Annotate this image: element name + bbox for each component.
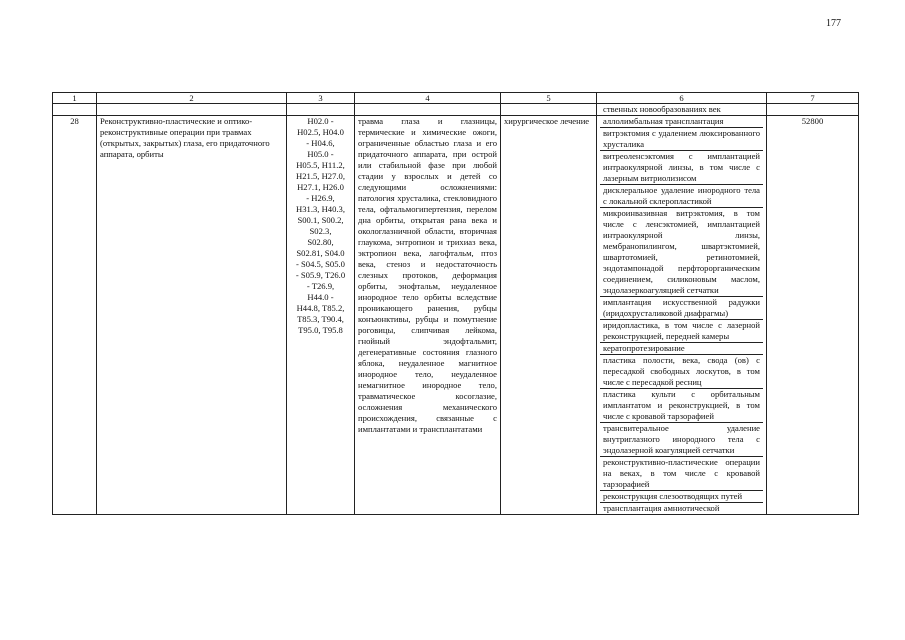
column-number: 4 [355, 93, 501, 104]
column-number: 5 [501, 93, 597, 104]
method-item: реконструкция слезоотводящих путей [600, 490, 763, 502]
column-number: 2 [97, 93, 287, 104]
diagnosis-description: травма глаза и глазницы, термические и химические ожоги, ограниченные областью глаза и его придаточного аппарата, при острой или стабильной фазе при любой стадии у взрослых и детей со следующими осложнениями: патология хрусталика, стекловидного тела, офтальмогипертензия, перелом дна орбиты, открытая рана века и окологлазничной области, вторичная глаукома, энтропион и трихиаз века, эктропион века, лагофтальм, птоз века, стеноз и недостаточность слезных протоков, деформация орбиты, энофтальм, неудаленное инородное тело орбиты вследствие проникающего ранения, рубцы конъюнктивы, рубцы и помутнение роговицы, слипчивая лейкома, гнойный эндофтальмит, дегенеративные состояния глазного яблока, неудаленное магнитное инородное тело, неудаленное немагнитное инородное тело, травматическое косоглазие, осложнения механического происхождения, связанные с имплантатами и трансплантатами [355, 116, 501, 515]
method-item: витрэктомия с удалением люксированного хрусталика [600, 127, 763, 150]
method-item: имплантация искусственной радужки (иридохрусталиковой диафрагмы) [600, 296, 763, 319]
service-name: Реконструктивно-пластические и оптико-реконструктивные операции при травмах (открытых, закрытых) глаза, его придаточного аппарата, орбиты [97, 116, 287, 515]
table-row [53, 116, 859, 515]
column-number-row [53, 93, 859, 104]
treatment-methods [597, 116, 767, 515]
method-item: реконструктивно-пластические операции на веках, в том числе с кровавой тарзорафией [600, 456, 763, 490]
column-number: 7 [767, 93, 859, 104]
continuation-row [53, 104, 859, 116]
method-item: трансвитеральное удаление внутриглазного инородного тела с эндолазерной коагуляцией сетчатки [600, 422, 763, 456]
row-number: 28 [53, 116, 97, 515]
method-item: аллолимбальная трансплантация [603, 116, 724, 126]
continuation-cell: ственных новообразованиях век [597, 104, 767, 116]
page-number: 177 [826, 18, 841, 29]
column-number: 6 [597, 93, 767, 104]
medical-services-table [52, 92, 859, 515]
treatment-type: хирургическое лечение [501, 116, 597, 515]
icd-codes: H02.0 - H02.5, H04.0 - H04.6, H05.0 - H05.5, H11.2, H21.5, H27.0, H27.1, H26.0 - H26.9, H31.3, H40.3, S00.1, S00.2, S02.3, S02.80, S02.81, S04.0 - S04.5, S05.0 - S05.9, T26.0 - T26.9, H44.0 - H44.8, T85.2, T85.3, T90.4, T95.0, T95.8 [287, 116, 355, 515]
method-item: кератопротезирование [600, 342, 763, 354]
method-item: витреоленсэктомия с имплантацией интраокулярной линзы, в том числе с лазерным витриолизисом [600, 150, 763, 184]
column-number: 3 [287, 93, 355, 104]
method-item: пластика культи с орбитальным имплантатом и реконструкцией, в том числе с кровавой тарзорафией [600, 388, 763, 422]
method-item: пластика полости, века, свода (ов) с пересадкой свободных лоскутов, в том числе с пересадкой ресниц [600, 354, 763, 388]
method-item: трансплантация амниотической [600, 502, 763, 514]
method-item: микроинвазивная витрэктомия, в том числе с ленсэктомией, имплантацией интраокулярной линзы, мембранопилингом, швартэктомией, швартотомией, ретинотомией, эндотампонадой перфторорганическим соединением, силиконовым маслом, эндолазеркоагуляцией сетчатки [600, 207, 763, 296]
column-number: 1 [53, 93, 97, 104]
cost-value: 52800 [767, 116, 859, 515]
method-item: иридопластика, в том числе с лазерной реконструкцией, передней камеры [600, 319, 763, 342]
method-item: дисклеральное удаление инородного тела с локальной склеропластикой [600, 184, 763, 207]
